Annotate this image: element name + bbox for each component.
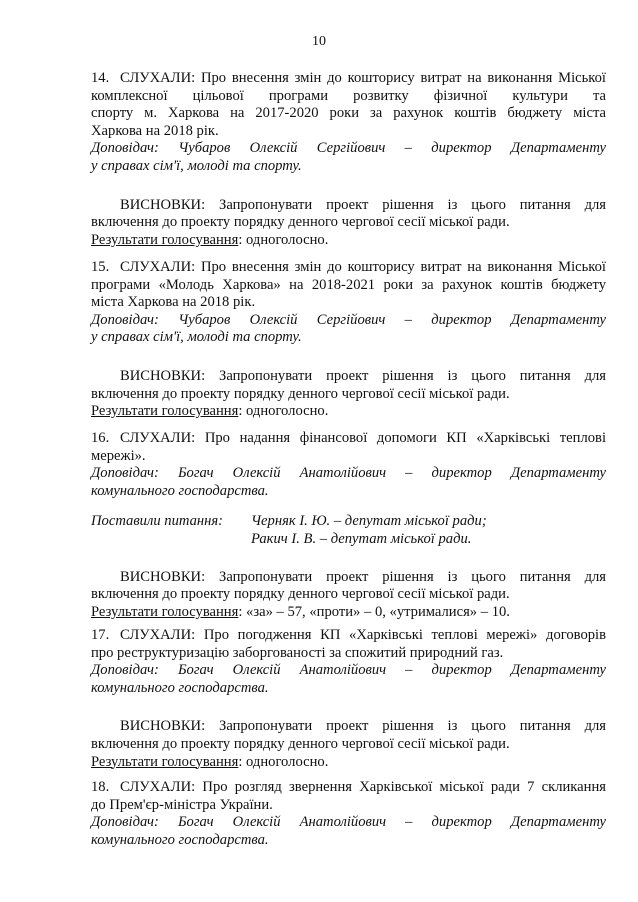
conclusion-line: включення до проекту порядку денного чергової сесії міської ради. xyxy=(91,214,510,231)
heard-label: СЛУХАЛИ: xyxy=(120,70,196,86)
reporter-line: Доповідач: Чубаров Олексій Сергійович – директор Департаменту xyxy=(91,311,606,328)
conclusion-line: ВИСНОВКИ: Запропонувати проект рішення із цього питання для xyxy=(120,196,606,213)
heard-line: про реструктуризацію заборгованості за спожитий природний газ. xyxy=(91,644,504,661)
conclusion-line: ВИСНОВКИ: Запропонувати проект рішення із цього питання для xyxy=(120,718,606,735)
vote-label: Результати голосування xyxy=(91,403,239,420)
heard-label: СЛУХАЛИ: xyxy=(120,627,196,643)
item-number: 15. xyxy=(91,259,110,275)
page-number: 10 xyxy=(312,34,326,49)
agenda-item-17 xyxy=(91,627,606,771)
heard-line: СЛУХАЛИ: Про внесення змін до кошторису витрат на виконання Міської xyxy=(120,70,606,86)
item-number: 18. xyxy=(91,779,110,795)
vote-line: Результати голосування: одноголосно. xyxy=(91,231,329,248)
vote-line: Результати голосування: одноголосно. xyxy=(91,403,329,420)
item-number: 14. xyxy=(91,70,110,86)
conclusion-label: ВИСНОВКИ: xyxy=(120,718,206,735)
reporter-line: комунального господарства. xyxy=(91,831,269,848)
agenda-item-16 xyxy=(91,430,606,621)
reporter-line: комунального господарства. xyxy=(91,482,269,499)
vote-label: Результати голосування xyxy=(91,603,239,620)
heard-label: СЛУХАЛИ: xyxy=(120,259,196,275)
conclusion-line: включення до проекту порядку денного чергової сесії міської ради. xyxy=(91,586,510,603)
heard-line: СЛУХАЛИ: Про внесення змін до кошторису витрат на виконання Міської xyxy=(120,259,606,275)
conclusion-line: включення до проекту порядку денного чергової сесії міської ради. xyxy=(91,385,510,402)
heard-line: комплексної цільової програми розвитку фізичної культури та xyxy=(91,87,606,104)
item-number: 16. xyxy=(91,430,110,446)
reporter-line: у справах сім'ї, молоді та спорту. xyxy=(91,329,302,346)
questions-row xyxy=(91,513,606,531)
reporter-line: Доповідач: Богач Олексій Анатолійович – директор Департаменту xyxy=(91,465,606,482)
heard-line: СЛУХАЛИ: Про погодження КП «Харківські теплові мережі» договорів xyxy=(120,627,606,643)
conclusion-label: ВИСНОВКИ: xyxy=(120,367,206,384)
agenda-item-14 xyxy=(91,70,606,249)
heard-label: СЛУХАЛИ: xyxy=(120,430,196,446)
conclusion-line: включення до проекту порядку денного чергової сесії міської ради. xyxy=(91,735,510,752)
vote-label: Результати голосування xyxy=(91,753,239,770)
agenda-item-18 xyxy=(91,779,606,849)
reporter-line: у справах сім'ї, молоді та спорту. xyxy=(91,157,302,174)
vote-line: Результати голосування: одноголосно. xyxy=(91,753,329,770)
conclusion-line: ВИСНОВКИ: Запропонувати проект рішення із цього питання для xyxy=(120,568,606,585)
questions-label: Поставили питання: xyxy=(91,513,223,530)
item-number: 17. xyxy=(91,627,110,643)
vote-label: Результати голосування xyxy=(91,231,239,248)
reporter-line: Доповідач: Чубаров Олексій Сергійович – директор Департаменту xyxy=(91,140,606,157)
heard-line: Харкова на 2018 рік. xyxy=(91,122,219,139)
heard-line: міста Харкова на 2018 рік. xyxy=(91,294,256,311)
heard-line: мережі». xyxy=(91,447,146,464)
conclusion-label: ВИСНОВКИ: xyxy=(120,196,206,213)
question-speaker: Ракич І. В. – депутат міської ради. xyxy=(251,530,472,547)
vote-line: Результати голосування: «за» – 57, «проти» – 0, «утрималися» – 10. xyxy=(91,603,510,620)
conclusion-line: ВИСНОВКИ: Запропонувати проект рішення із цього питання для xyxy=(120,367,606,384)
reporter-line: Доповідач: Богач Олексій Анатолійович – директор Департаменту xyxy=(91,662,606,679)
reporter-line: комунального господарства. xyxy=(91,679,269,696)
conclusion-label: ВИСНОВКИ: xyxy=(120,568,206,585)
heard-line: спорту м. Харкова на 2017-2020 роки за рахунок коштів бюджету міста xyxy=(91,105,606,122)
agenda-item-15 xyxy=(91,259,606,421)
heard-line: СЛУХАЛИ: Про розгляд звернення Харківської міської ради 7 скликання xyxy=(120,779,606,795)
question-speaker: Черняк І. Ю. – депутат міської ради; xyxy=(251,513,487,530)
heard-line: програми «Молодь Харкова» на 2018-2021 роки за рахунок коштів бюджету xyxy=(91,276,606,293)
questions-row xyxy=(91,531,606,549)
reporter-line: Доповідач: Богач Олексій Анатолійович – директор Департаменту xyxy=(91,814,606,831)
heard-line: СЛУХАЛИ: Про надання фінансової допомоги КП «Харківські теплові xyxy=(120,430,606,446)
heard-line: до Прем'єр-міністра України. xyxy=(91,796,273,813)
heard-label: СЛУХАЛИ: xyxy=(120,779,196,795)
